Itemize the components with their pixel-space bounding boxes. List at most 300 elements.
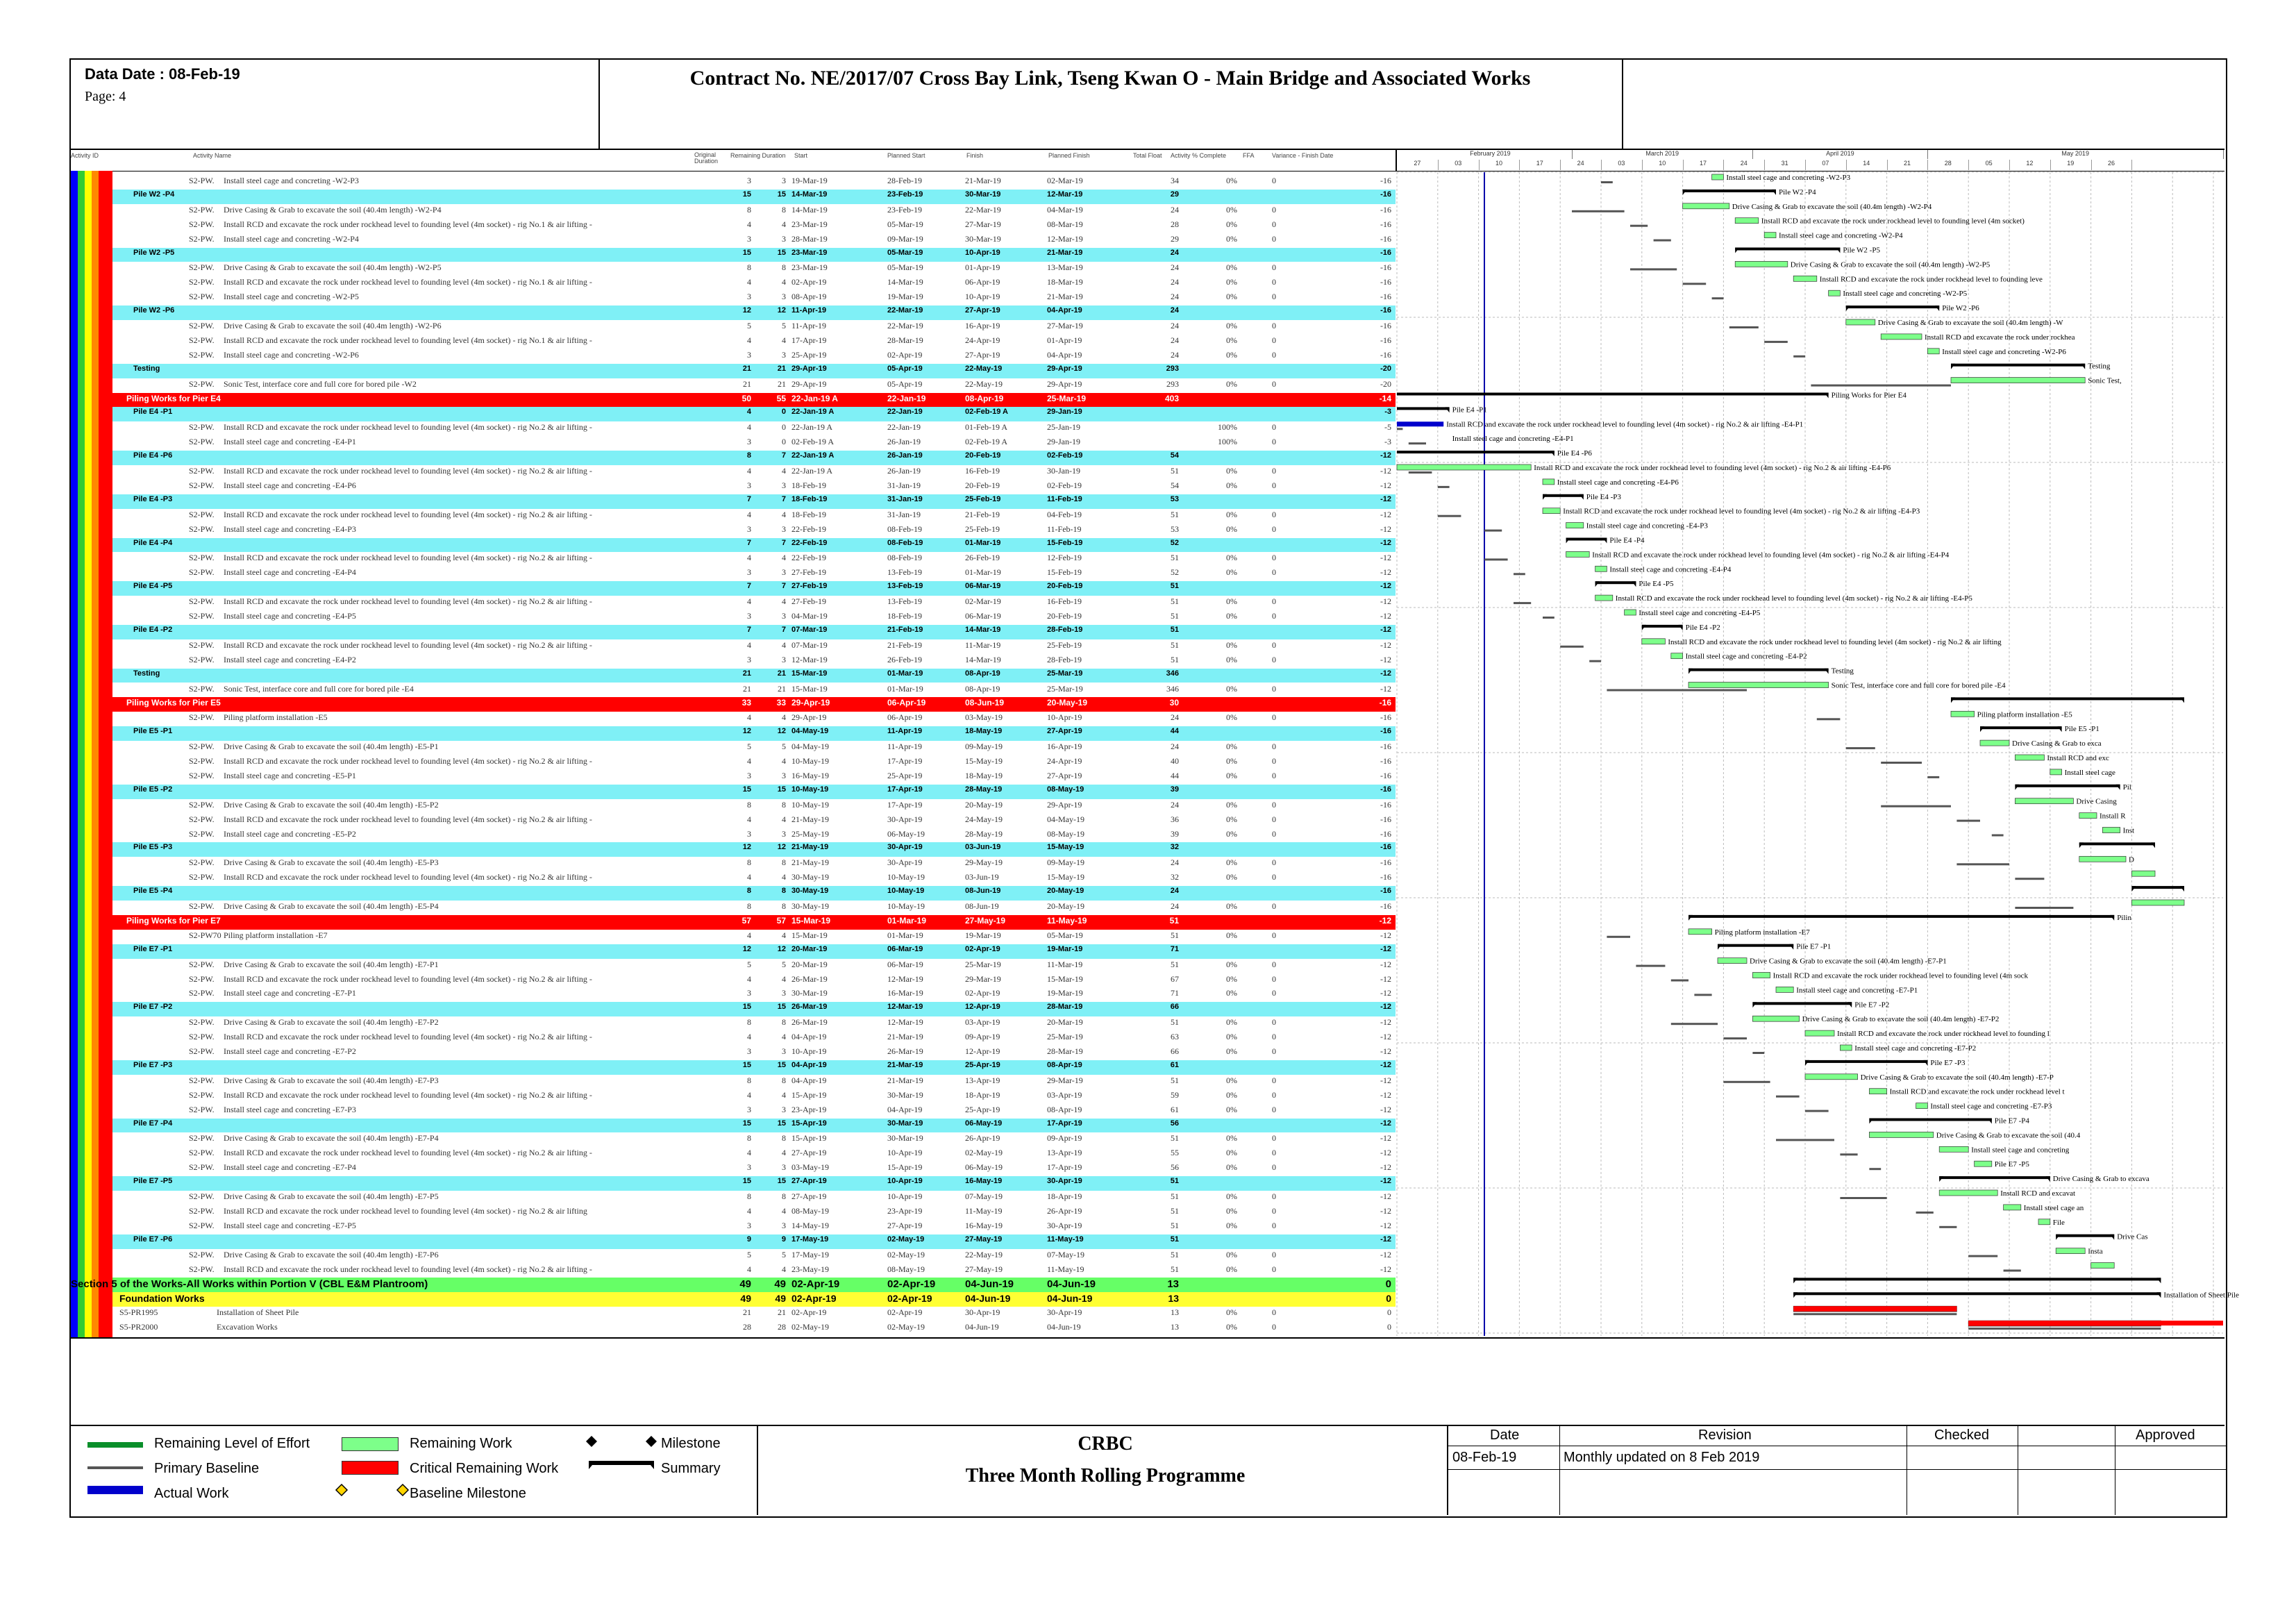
cell: 10-Apr-19	[965, 248, 1000, 257]
activity-name: Drive Casing & Grab to excavate the soil (40.4m length) -E5-P4	[224, 901, 439, 911]
remaining-bar	[1752, 973, 1770, 978]
cell: 04-May-19	[1047, 814, 1084, 824]
cell: 4	[782, 466, 786, 476]
table-row	[112, 1321, 1396, 1336]
baseline-bar	[1956, 820, 1980, 822]
cell: 01-Feb-19 A	[965, 422, 1007, 433]
cell: 16-Feb-19	[965, 466, 1000, 476]
cell: 24	[1170, 887, 1179, 896]
baseline-bar	[1409, 471, 1432, 474]
cell: 0	[1272, 1220, 1276, 1230]
activity-id: S2-PW.	[189, 857, 215, 868]
baseline-bar	[2015, 878, 2044, 880]
cell: 17-Apr-19	[1047, 1162, 1082, 1173]
remaining-bar	[2015, 755, 2044, 760]
cell: 0	[1272, 1089, 1276, 1100]
cell: 4	[782, 1264, 786, 1274]
cell: 06-Apr-19	[965, 277, 1000, 287]
baseline-bar	[1817, 718, 1841, 720]
cell: 3	[782, 828, 786, 839]
cell: 51	[1170, 625, 1179, 634]
activity-id: S2-PW.	[189, 770, 215, 780]
cell: 24	[1171, 204, 1179, 215]
cell: 9	[781, 1234, 786, 1244]
activity-name: Pile E7 -P3	[133, 1060, 173, 1069]
timeline-week: 27	[1397, 160, 1439, 170]
cell: 27-Mar-19	[965, 219, 1001, 229]
activity-name: Install RCD and excavate the rock under rockhead level to founding level (4m socket) - rig No.2 & air lifting -	[224, 1089, 592, 1100]
gantt-label: Install steel cage and concreting -E7-P3	[1930, 1102, 2052, 1111]
activity-id: S2-PW.	[189, 524, 215, 534]
cell: 30-Mar-19	[887, 1119, 923, 1128]
cell: 0	[1272, 828, 1276, 839]
activity-name: Piling Works for Pier E5	[126, 698, 221, 708]
cell: 293	[1166, 378, 1179, 389]
cell: 28	[778, 1322, 786, 1332]
cell: 0	[1272, 524, 1276, 534]
cell: 30-Apr-19	[887, 843, 923, 852]
cell: 30-Mar-19	[965, 190, 1001, 199]
cell: 07-Mar-19	[791, 639, 828, 650]
table-row	[112, 828, 1396, 843]
remaining-bar	[1566, 523, 1584, 528]
gantt-label: Install steel cage and concreting -E4-P4	[1609, 565, 1732, 574]
cell: 39	[1171, 828, 1179, 839]
cell: 8	[782, 1075, 786, 1085]
legend-summary: Summary	[661, 1461, 721, 1476]
cell: 12-Mar-19	[887, 1003, 923, 1012]
actual-bar	[1397, 421, 1443, 426]
activity-id: S2-PW.	[189, 639, 215, 650]
baseline-bar	[1927, 776, 1939, 778]
cell: 0%	[1226, 553, 1237, 563]
baseline-bar	[1636, 965, 1665, 967]
cell: 0	[1272, 814, 1276, 824]
cell: 51	[1171, 611, 1179, 621]
cell: 52	[1170, 538, 1179, 547]
baseline-bar	[1514, 573, 1525, 575]
remaining-bar	[2079, 856, 2126, 862]
cell: -12	[1380, 973, 1391, 984]
gantt-label: Inst	[2122, 826, 2135, 835]
cell: 3	[782, 770, 786, 780]
cell: 04-May-19	[791, 727, 829, 736]
cell: 22-Jan-19 A	[791, 408, 835, 417]
summary-bar	[1397, 393, 1829, 396]
cell: 26-Feb-19	[887, 654, 922, 664]
activity-name: Install RCD and excavate the rock under rockhead level to founding level (4m socket) - rig No.2 & air lifting -	[224, 1032, 592, 1042]
activity-id: S2-PW.	[189, 742, 215, 752]
gantt-label: Drive Casing & Grab to excavate the soil (40.4m length) -W	[1877, 319, 2063, 327]
cell: 30-Apr-19	[1047, 1307, 1082, 1318]
cell: 16-Feb-19	[1047, 596, 1082, 607]
cell: 20-Feb-19	[965, 451, 1001, 460]
cell: 57	[741, 915, 751, 926]
gantt-label: Install steel cage and concreting -W2-P5	[1843, 290, 1968, 299]
cell: 21-Mar-19	[887, 1032, 923, 1042]
cell: 53	[1171, 524, 1179, 534]
cell: 0%	[1226, 1104, 1237, 1114]
cell: 29-Apr-19	[1047, 378, 1082, 389]
cell: 16-Mar-19	[887, 988, 923, 998]
cell: 4	[747, 219, 751, 229]
summary-bar	[1397, 451, 1555, 453]
cell: 11-May-19	[1047, 1264, 1084, 1274]
gantt-label: Pile E4 -P2	[1685, 623, 1720, 632]
cell: 29-Apr-19	[791, 698, 830, 708]
gantt-label: Install steel cage	[2064, 768, 2115, 777]
gantt-label: Pile E7 -P2	[1854, 1001, 1890, 1010]
cell: 17-Apr-19	[887, 799, 923, 810]
col-finish: Finish	[966, 152, 984, 159]
cell: 15-Apr-19	[791, 1119, 827, 1128]
cell: 0	[1272, 1322, 1276, 1332]
activity-name: Install steel cage and concreting -W2-P4	[224, 233, 359, 244]
baseline-bar	[1694, 994, 1711, 996]
activity-name: Drive Casing & Grab to excavate the soil (40.4m length) -E7-P2	[224, 1017, 439, 1028]
cell: 04-Jun-19	[1047, 1293, 1093, 1305]
remaining-bar	[1625, 610, 1636, 615]
cell: 11-Mar-19	[1047, 959, 1083, 969]
table-row	[112, 276, 1396, 291]
cell: 0	[782, 437, 786, 447]
cell: -20	[1380, 364, 1391, 373]
remaining-bar	[1543, 508, 1560, 514]
cell: 3	[747, 1220, 751, 1230]
cell: 8	[782, 799, 786, 810]
cell: 3	[782, 567, 786, 578]
table-row	[112, 987, 1396, 1002]
cell: -12	[1380, 1104, 1391, 1114]
cell: 14-May-19	[791, 1220, 829, 1230]
timeline-week: 03	[1601, 160, 1643, 170]
cell: 31-Jan-19	[887, 509, 921, 519]
cell: 07-Mar-19	[791, 625, 828, 634]
cell: 0%	[1226, 742, 1237, 752]
cell: 02-Apr-19	[791, 1278, 840, 1291]
cell: -16	[1380, 292, 1391, 302]
cell: 25-Feb-19	[965, 524, 1000, 534]
cell: 28	[743, 1322, 751, 1332]
timeline-week: 24	[1560, 160, 1602, 170]
cell: 0	[1272, 1162, 1276, 1173]
cell: 0%	[1226, 480, 1237, 490]
activity-id: S2-PW.	[189, 233, 215, 244]
cell: 22-Mar-19	[887, 306, 923, 315]
cell: 5	[747, 959, 751, 969]
activity-id: S5-PR1995	[119, 1307, 158, 1318]
baseline-bar	[1438, 515, 1461, 517]
summary-bar	[1718, 944, 1793, 947]
cell: 51	[1171, 1220, 1179, 1230]
cell: 13-Mar-19	[1047, 262, 1083, 273]
cell: 57	[776, 915, 786, 926]
cell: 25-Jan-19	[1047, 422, 1080, 433]
cell: 27-Apr-19	[965, 349, 1000, 360]
cell: 28-Mar-19	[791, 233, 828, 244]
table-row	[112, 421, 1396, 436]
cell: 66	[1171, 1046, 1179, 1056]
activity-id: S2-PW.	[189, 1249, 215, 1259]
activity-id: S2-PW.	[189, 1162, 215, 1173]
cell: 0%	[1226, 683, 1237, 694]
cell: 56	[1171, 1162, 1179, 1173]
table-row	[112, 1205, 1396, 1220]
baseline-bar	[1397, 428, 1402, 430]
cell: 3	[747, 524, 751, 534]
table-row	[112, 509, 1396, 524]
cell: 293	[1166, 364, 1179, 373]
cell: 0	[1272, 611, 1276, 621]
cell: 9	[746, 1234, 751, 1244]
remaining-bar	[1595, 595, 1613, 601]
cell: 5	[747, 742, 751, 752]
gantt-label: Pile W2 -P6	[1942, 304, 1979, 313]
cell: 02-Feb-19 A	[791, 437, 834, 447]
cell: 4	[782, 1205, 786, 1216]
cell: 17-May-19	[791, 1234, 829, 1244]
table-row	[112, 552, 1396, 567]
table-row	[112, 480, 1396, 494]
cell: 27-May-19	[965, 1264, 1003, 1274]
cell: 3	[782, 1046, 786, 1056]
cell: 3	[782, 1220, 786, 1230]
column-headers	[71, 150, 1396, 171]
table-row	[71, 1278, 1396, 1292]
cell: 4	[747, 1032, 751, 1042]
remaining-bar	[1975, 1161, 1992, 1166]
cell: 16-May-19	[965, 1220, 1003, 1230]
cell: 11-Mar-19	[965, 639, 1001, 650]
cell: 01-Mar-19	[887, 930, 923, 940]
remaining-bar	[1776, 987, 1793, 992]
cell: 4	[747, 553, 751, 563]
activity-name: Piling platform installation -E5	[224, 712, 328, 723]
cell: 0%	[1226, 1220, 1237, 1230]
cell: -12	[1380, 1205, 1391, 1216]
cell: 04-Jun-19	[965, 1293, 1011, 1305]
activity-name: Piling Works for Pier E4	[126, 393, 221, 403]
gantt-label: Pilin	[2117, 913, 2131, 922]
activity-id: S2-PW.	[189, 509, 215, 519]
cell: -12	[1380, 1060, 1391, 1069]
cell: 10-Apr-19	[1047, 712, 1082, 723]
baseline-bar	[1723, 1037, 1747, 1039]
cell: -16	[1380, 277, 1391, 287]
summary-icon	[587, 1458, 657, 1472]
cell: 4	[782, 639, 786, 650]
activity-name: Install steel cage and concreting -E4-P1	[224, 437, 356, 447]
cell: 02-Feb-19	[1047, 480, 1082, 490]
cell: 02-May-19	[887, 1249, 925, 1259]
cell: 7	[746, 494, 751, 503]
table-row	[112, 842, 1396, 857]
cell: 0%	[1226, 814, 1237, 824]
cell: -12	[1380, 494, 1391, 503]
cell: 03-Jun-19	[965, 872, 999, 882]
cell: 29-Jan-19	[1047, 408, 1082, 417]
baseline-bar	[1793, 1313, 1956, 1315]
cell: -5	[1384, 422, 1391, 433]
cell: 28-May-19	[965, 828, 1003, 839]
cell: -12	[1380, 669, 1391, 678]
cell: 24	[1171, 321, 1179, 330]
activity-id: S2-PW.	[189, 683, 215, 694]
cell: 12-Mar-19	[791, 654, 828, 664]
activity-name: Sonic Test, interface core and full core for bored pile -W2	[224, 378, 417, 389]
cell: 0%	[1226, 857, 1237, 868]
gantt-label: Drive Casing & Grab to excavate the soil (40.4	[1936, 1131, 2081, 1140]
cell: 23-Apr-19	[887, 1205, 923, 1216]
activity-name: Install steel cage and concreting -E7-P3	[224, 1104, 356, 1114]
cell: 33	[776, 698, 786, 708]
cell: 06-Mar-19	[965, 582, 1001, 591]
cell: 0	[1272, 799, 1276, 810]
cell: 24	[1171, 349, 1179, 360]
cell: 22-May-19	[965, 378, 1003, 389]
table-row	[112, 581, 1396, 596]
cell: 15-Mar-19	[1047, 973, 1083, 984]
cell: -16	[1380, 814, 1391, 824]
critical-bar	[1968, 1321, 2223, 1325]
cell: 26-Mar-19	[791, 973, 828, 984]
cell: 29-Apr-19	[1047, 799, 1082, 810]
cell: 34	[1171, 176, 1179, 185]
cell: 8	[747, 262, 751, 273]
baseline-bar	[1881, 762, 1922, 764]
cell: -12	[1379, 915, 1391, 926]
cell: 29-Apr-19	[791, 712, 827, 723]
cell: 20-May-19	[1047, 901, 1084, 911]
cell: 11-Apr-19	[887, 742, 922, 752]
cell: 21	[778, 1307, 786, 1318]
cell: 4	[747, 1148, 751, 1158]
cell: 14-Mar-19	[965, 625, 1001, 634]
table-row	[112, 1234, 1396, 1249]
cell: -12	[1380, 451, 1391, 460]
cell: -12	[1380, 1191, 1391, 1201]
cell: 29-Apr-19	[791, 364, 827, 373]
gantt-label: Sonic Test, interface core and full core for bored pile -E4	[1831, 681, 2006, 690]
cell: 54	[1170, 451, 1179, 460]
gantt-label: Pile E4 -P1	[1452, 405, 1487, 415]
activity-id: S2-PW.	[189, 204, 215, 215]
cell: 0	[1272, 596, 1276, 607]
cell: 4	[747, 277, 751, 287]
activity-name: Testing	[133, 669, 160, 678]
cell: 15	[742, 1003, 751, 1012]
cell: 51	[1170, 1177, 1179, 1186]
baseline-bar	[1484, 530, 1502, 532]
cell: -12	[1380, 509, 1391, 519]
cell: 3	[747, 1104, 751, 1114]
cell: 4	[782, 1089, 786, 1100]
cell: 3	[747, 176, 751, 185]
activity-name: Install steel cage and concreting -E4-P6	[224, 480, 356, 490]
cell: 71	[1170, 944, 1179, 953]
cell: -12	[1380, 1148, 1391, 1158]
cell: 0	[782, 422, 786, 433]
cell: 04-May-19	[791, 742, 829, 752]
baseline-bar	[1671, 980, 1689, 982]
cell: 28	[1171, 219, 1179, 229]
cell: 23-Feb-19	[887, 204, 922, 215]
cell: 51	[1171, 654, 1179, 664]
cell: 13-Apr-19	[965, 1075, 1000, 1085]
table-row	[112, 1031, 1396, 1046]
cell: 10-May-19	[887, 901, 925, 911]
activity-id: S2-PW.	[189, 321, 215, 330]
gantt-label: Install RCD and excavat	[2000, 1189, 2076, 1198]
cell: 30	[1169, 698, 1179, 708]
cell: 18-Feb-19	[791, 494, 828, 503]
cell: 01-Mar-19	[887, 669, 923, 678]
activity-id: S2-PW70	[189, 930, 221, 940]
cell: 0	[1272, 770, 1276, 780]
cell: 0	[1386, 1293, 1391, 1305]
cell: -16	[1380, 799, 1391, 810]
cell: 26-Jan-19	[887, 437, 921, 447]
cell: 0%	[1226, 204, 1237, 215]
cell: -12	[1380, 1220, 1391, 1230]
cell: -12	[1380, 944, 1391, 953]
cell: -12	[1380, 1089, 1391, 1100]
activity-id: S2-PW.	[189, 799, 215, 810]
baseline-bar	[1939, 1226, 1956, 1228]
table-row	[112, 1060, 1396, 1075]
cell: 0	[1272, 742, 1276, 752]
cell: 18-Apr-19	[965, 1089, 1000, 1100]
baseline-bar	[1438, 486, 1450, 488]
col-planned-start: Planned Start	[887, 152, 925, 159]
cell: 4	[782, 509, 786, 519]
cell: 01-Mar-19	[887, 915, 927, 926]
table-row	[112, 886, 1396, 901]
cell: 02-Apr-19	[887, 1278, 936, 1291]
activity-name: Install steel cage and concreting -W2-P6	[224, 349, 359, 360]
cell: -12	[1380, 1046, 1391, 1056]
cell: 8	[747, 1133, 751, 1144]
gantt-label: Install RCD and excavate the rock under rockhead level to founding leve	[1819, 275, 2043, 284]
table-row	[112, 465, 1396, 480]
cell: 23-Mar-19	[791, 248, 828, 257]
cell: 02-Feb-19	[1047, 451, 1083, 460]
cell: 23-Apr-19	[791, 1104, 827, 1114]
cell: 8	[747, 204, 751, 215]
timeline-week: 28	[1927, 160, 1969, 170]
cell: 4	[747, 466, 751, 476]
cell: 0	[1387, 1322, 1391, 1332]
cell: 403	[1164, 393, 1179, 403]
gantt-label: Pile W2 -P4	[1779, 187, 1816, 196]
cell: 31-Jan-19	[887, 480, 921, 490]
cell: 0%	[1226, 1322, 1237, 1332]
cell: -16	[1380, 756, 1391, 766]
cell: 04-Jun-19	[965, 1278, 1014, 1291]
table-row	[112, 190, 1396, 204]
summary-bar	[1752, 1002, 1852, 1005]
cell: 24-May-19	[965, 814, 1003, 824]
cell: 12-Mar-19	[1047, 233, 1083, 244]
gantt-label: Install steel cage and concreting -W2-P3	[1726, 174, 1851, 182]
activity-name: Install RCD and excavate the rock under rockhead level to founding level (4m socket) - rig No.2 & air lifting -	[224, 1264, 592, 1274]
cell: 16-Apr-19	[965, 321, 1000, 330]
cell: 27-Apr-19	[1047, 727, 1082, 736]
cell: 5	[747, 1249, 751, 1259]
table-row	[112, 567, 1396, 581]
gantt-label: Install steel cage and concreting -E4-P2	[1685, 652, 1807, 661]
cell: 5	[782, 1249, 786, 1259]
